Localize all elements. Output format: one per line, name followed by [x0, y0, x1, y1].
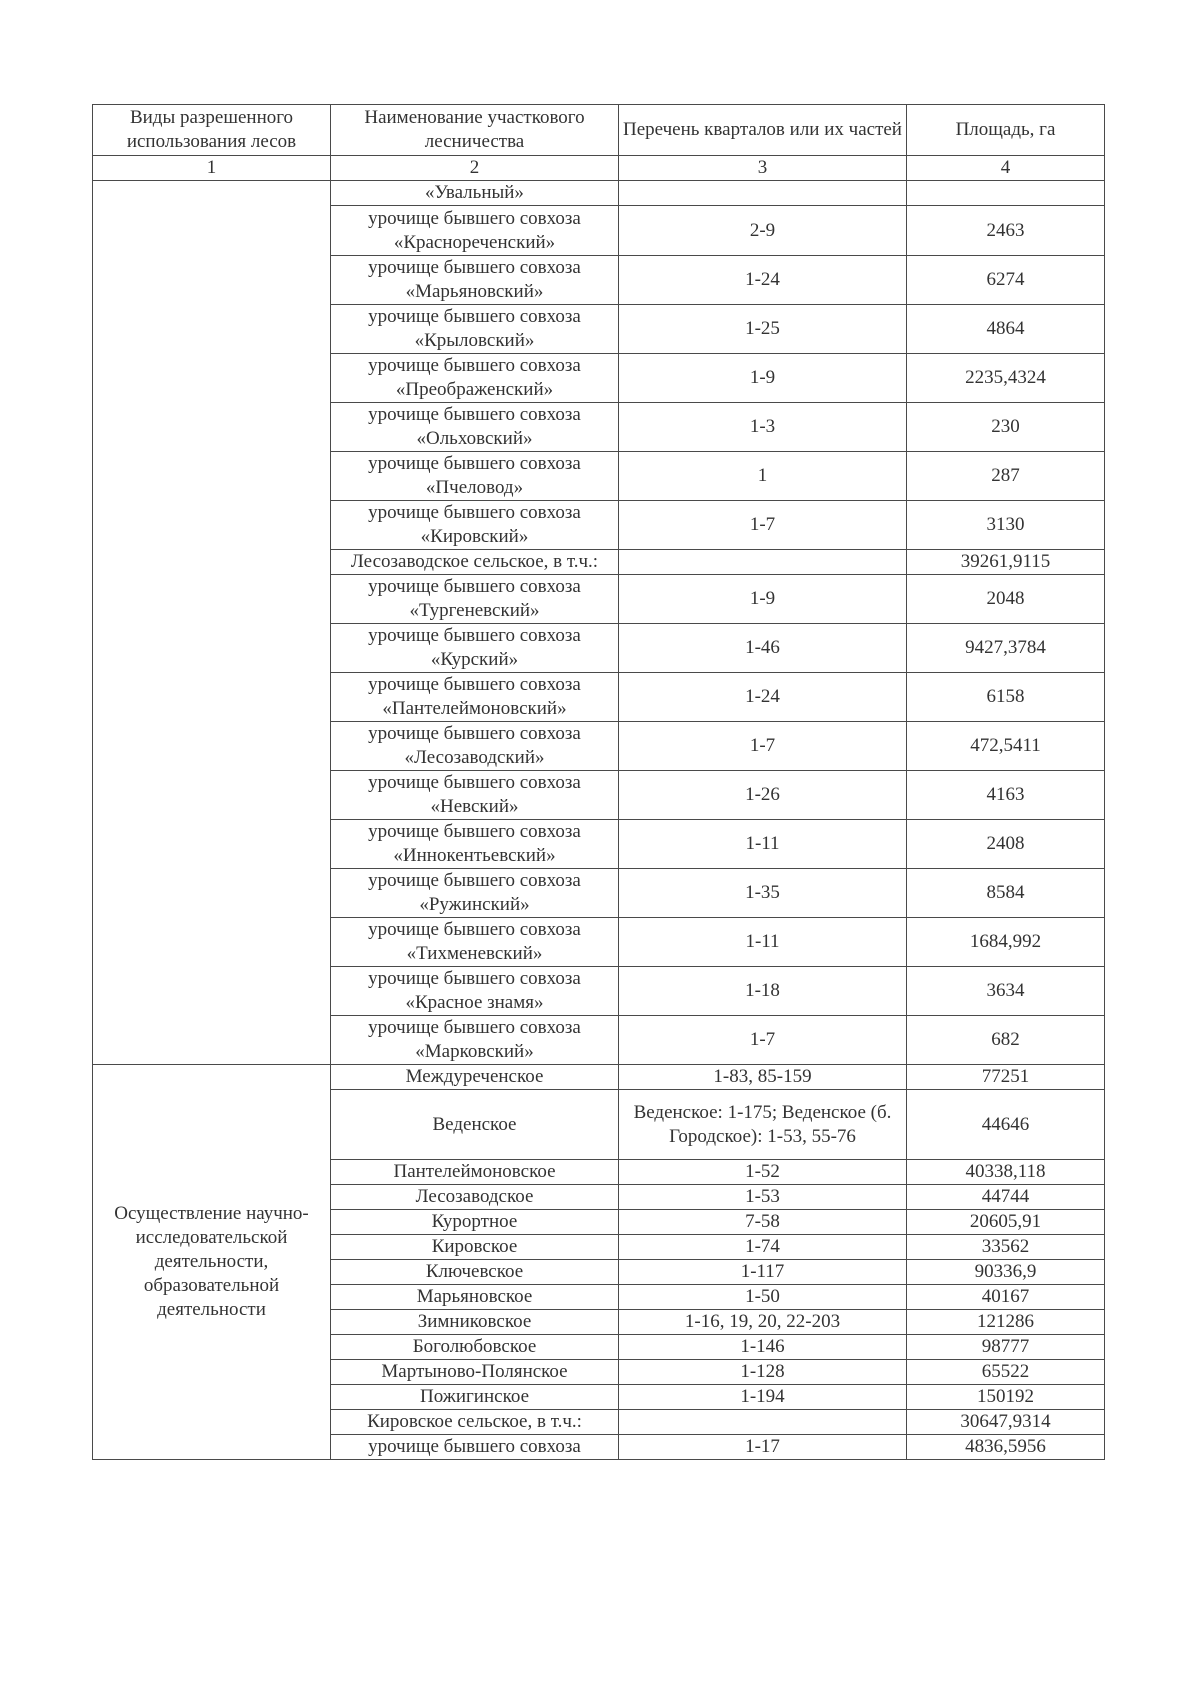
district-name-cell: урочище бывшего совхоза «Тихменевский»: [331, 918, 619, 967]
quarters-cell: [619, 181, 907, 206]
area-cell: 40167: [907, 1285, 1105, 1310]
area-cell: 230: [907, 403, 1105, 452]
district-name-cell: урочище бывшего совхоза «Невский»: [331, 771, 619, 820]
area-cell: 90336,9: [907, 1260, 1105, 1285]
area-cell: 65522: [907, 1360, 1105, 1385]
quarters-cell: 1: [619, 452, 907, 501]
use-type-cell: Осуществление научно-исследовательской деятельности, образовательной деятельности: [93, 1065, 331, 1460]
district-name-cell: Лесозаводское сельское, в т.ч.:: [331, 550, 619, 575]
quarters-cell: [619, 1410, 907, 1435]
area-cell: 287: [907, 452, 1105, 501]
quarters-cell: Веденское: 1-175; Веденское (б. Городское): 1-53, 55-76: [619, 1090, 907, 1160]
area-cell: 3634: [907, 967, 1105, 1016]
area-cell: 4864: [907, 305, 1105, 354]
area-cell: 1684,992: [907, 918, 1105, 967]
area-cell: 44744: [907, 1185, 1105, 1210]
table-row: [93, 1065, 1105, 1090]
district-name-cell: Пожигинское: [331, 1385, 619, 1410]
quarters-cell: 1-52: [619, 1160, 907, 1185]
header-quarters-list: Перечень кварталов или их частей: [619, 105, 907, 156]
table-header-row: [93, 105, 1105, 156]
district-name-cell: Лесозаводское: [331, 1185, 619, 1210]
quarters-cell: 1-17: [619, 1435, 907, 1460]
district-name-cell: урочище бывшего совхоза «Ольховский»: [331, 403, 619, 452]
header-use-type: Виды разрешенного использования лесов: [93, 105, 331, 156]
quarters-cell: 1-7: [619, 1016, 907, 1065]
district-name-cell: Мартыново-Полянское: [331, 1360, 619, 1385]
quarters-cell: 2-9: [619, 206, 907, 256]
district-name-cell: урочище бывшего совхоза «Лесозаводский»: [331, 722, 619, 771]
district-name-cell: урочище бывшего совхоза: [331, 1435, 619, 1460]
quarters-cell: 1-16, 19, 20, 22-203: [619, 1310, 907, 1335]
district-name-cell: урочище бывшего совхоза «Иннокентьевский»: [331, 820, 619, 869]
area-cell: 44646: [907, 1090, 1105, 1160]
quarters-cell: 1-25: [619, 305, 907, 354]
quarters-cell: 1-18: [619, 967, 907, 1016]
district-name-cell: урочище бывшего совхоза «Кировский»: [331, 501, 619, 550]
district-name-cell: Ключевское: [331, 1260, 619, 1285]
quarters-cell: 7-58: [619, 1210, 907, 1235]
district-name-cell: урочище бывшего совхоза «Краснореченский»: [331, 206, 619, 256]
area-cell: 150192: [907, 1385, 1105, 1410]
district-name-cell: урочище бывшего совхоза «Марковский»: [331, 1016, 619, 1065]
quarters-cell: 1-24: [619, 673, 907, 722]
area-cell: 3130: [907, 501, 1105, 550]
area-cell: 9427,3784: [907, 624, 1105, 673]
quarters-cell: 1-7: [619, 501, 907, 550]
quarters-cell: 1-83, 85-159: [619, 1065, 907, 1090]
area-cell: 6158: [907, 673, 1105, 722]
area-cell: 2235,4324: [907, 354, 1105, 403]
area-cell: 77251: [907, 1065, 1105, 1090]
area-cell: 4163: [907, 771, 1105, 820]
district-name-cell: урочище бывшего совхоза «Тургеневский»: [331, 575, 619, 624]
quarters-cell: 1-11: [619, 820, 907, 869]
quarters-cell: 1-35: [619, 869, 907, 918]
area-cell: [907, 181, 1105, 206]
quarters-cell: 1-24: [619, 256, 907, 305]
quarters-cell: 1-194: [619, 1385, 907, 1410]
table-row: [93, 181, 1105, 206]
district-name-cell: урочище бывшего совхоза «Красное знамя»: [331, 967, 619, 1016]
quarters-cell: [619, 550, 907, 575]
column-number: 3: [619, 156, 907, 181]
column-number: 4: [907, 156, 1105, 181]
header-area-ha: Площадь, га: [907, 105, 1105, 156]
quarters-cell: 1-7: [619, 722, 907, 771]
district-name-cell: Курортное: [331, 1210, 619, 1235]
area-cell: 682: [907, 1016, 1105, 1065]
area-cell: 2048: [907, 575, 1105, 624]
area-cell: 2408: [907, 820, 1105, 869]
quarters-cell: 1-53: [619, 1185, 907, 1210]
quarters-cell: 1-74: [619, 1235, 907, 1260]
district-name-cell: Кировское: [331, 1235, 619, 1260]
district-name-cell: Междуреченское: [331, 1065, 619, 1090]
quarters-cell: 1-9: [619, 354, 907, 403]
column-number: 1: [93, 156, 331, 181]
column-number: 2: [331, 156, 619, 181]
district-name-cell: урочище бывшего совхоза «Крыловский»: [331, 305, 619, 354]
quarters-cell: 1-46: [619, 624, 907, 673]
district-name-cell: урочище бывшего совхоза «Ружинский»: [331, 869, 619, 918]
area-cell: 98777: [907, 1335, 1105, 1360]
area-cell: 4836,5956: [907, 1435, 1105, 1460]
area-cell: 121286: [907, 1310, 1105, 1335]
district-name-cell: урочище бывшего совхоза «Преображенский»: [331, 354, 619, 403]
area-cell: 472,5411: [907, 722, 1105, 771]
district-name-cell: урочище бывшего совхоза «Курский»: [331, 624, 619, 673]
area-cell: 39261,9115: [907, 550, 1105, 575]
district-name-cell: Веденское: [331, 1090, 619, 1160]
district-name-cell: урочище бывшего совхоза «Марьяновский»: [331, 256, 619, 305]
area-cell: 2463: [907, 206, 1105, 256]
quarters-cell: 1-9: [619, 575, 907, 624]
district-name-cell: урочище бывшего совхоза «Пантелеймоновский»: [331, 673, 619, 722]
header-district-name: Наименование участкового лесничества: [331, 105, 619, 156]
district-name-cell: «Увальный»: [331, 181, 619, 206]
area-cell: 33562: [907, 1235, 1105, 1260]
quarters-cell: 1-11: [619, 918, 907, 967]
quarters-cell: 1-50: [619, 1285, 907, 1310]
district-name-cell: Боголюбовское: [331, 1335, 619, 1360]
district-name-cell: Кировское сельское, в т.ч.:: [331, 1410, 619, 1435]
area-cell: 40338,118: [907, 1160, 1105, 1185]
quarters-cell: 1-128: [619, 1360, 907, 1385]
area-cell: 8584: [907, 869, 1105, 918]
column-number-row: [93, 156, 1105, 181]
area-cell: 6274: [907, 256, 1105, 305]
district-name-cell: Зимниковское: [331, 1310, 619, 1335]
quarters-cell: 1-3: [619, 403, 907, 452]
district-name-cell: урочище бывшего совхоза «Пчеловод»: [331, 452, 619, 501]
district-name-cell: Марьяновское: [331, 1285, 619, 1310]
use-type-cell: [93, 181, 331, 1065]
quarters-cell: 1-26: [619, 771, 907, 820]
quarters-cell: 1-146: [619, 1335, 907, 1360]
district-name-cell: Пантелеймоновское: [331, 1160, 619, 1185]
area-cell: 20605,91: [907, 1210, 1105, 1235]
area-cell: 30647,9314: [907, 1410, 1105, 1435]
table-body: [93, 181, 1105, 1460]
quarters-cell: 1-117: [619, 1260, 907, 1285]
forest-use-table: [92, 104, 1105, 1460]
